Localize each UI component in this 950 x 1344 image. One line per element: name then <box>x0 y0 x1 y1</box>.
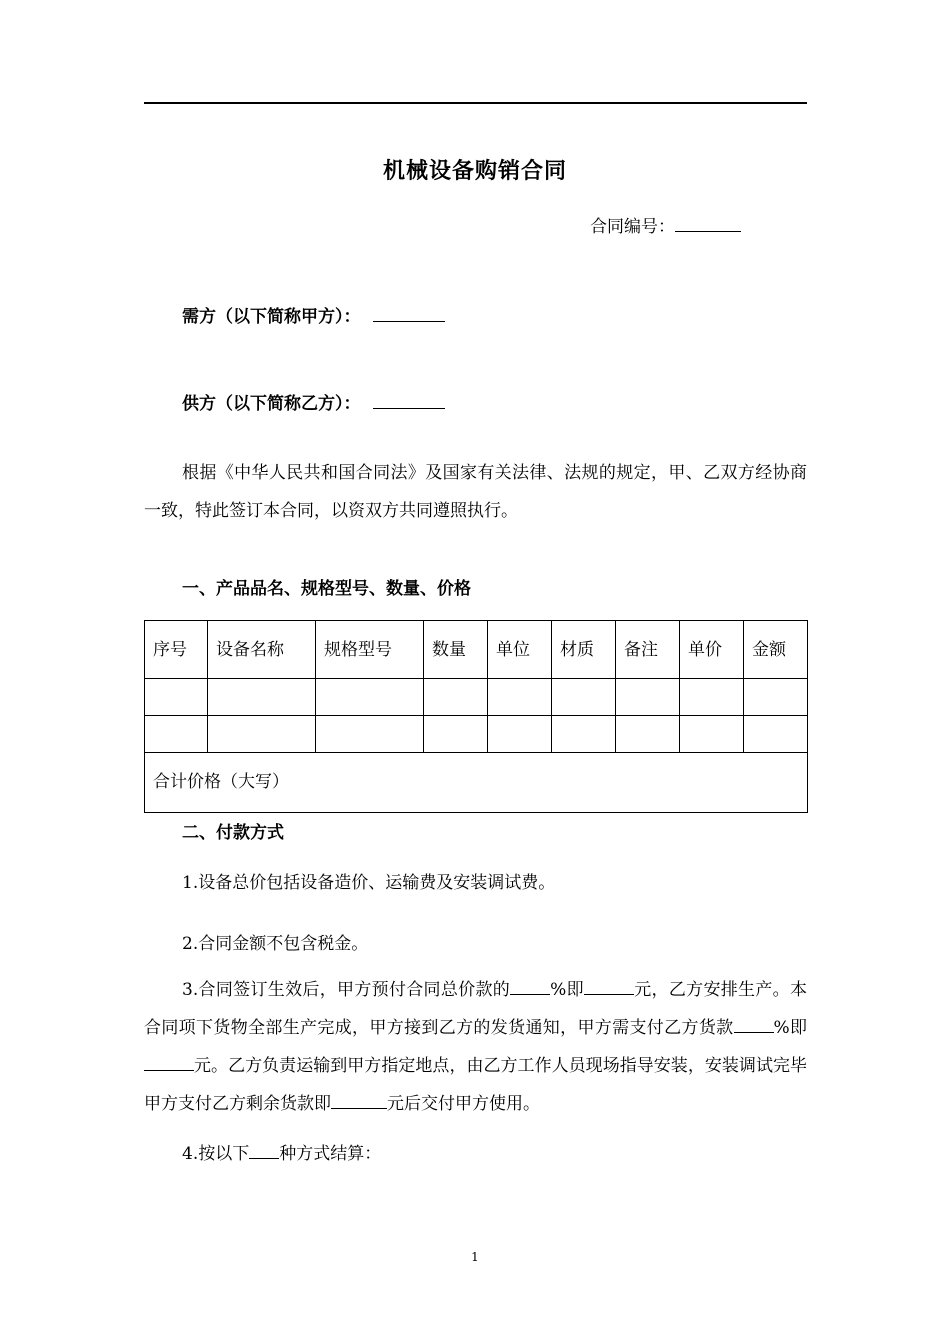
item-3-text-d: %即 <box>773 1018 808 1038</box>
table-cell <box>488 716 552 753</box>
item-3-text-c: 元，乙方安排生产。本合同项下货物全部生产完成，甲方接到乙方的发货通知，甲方需支付乙方货款 <box>144 980 807 1038</box>
table-cell <box>316 679 424 716</box>
intro-paragraph: 根据《中华人民共和国合同法》及国家有关法律、法规的规定，甲、乙双方经协商一致，特此签订本合同，以资双方共同遵照执行。 <box>144 463 807 521</box>
buyer-line <box>182 302 445 327</box>
table-total-row <box>145 753 808 813</box>
table-cell <box>616 716 680 753</box>
section-2-title <box>182 818 284 843</box>
table-cell <box>744 679 808 716</box>
contract-number-blank <box>675 215 741 232</box>
table-row <box>145 679 808 716</box>
item-3-text-a: 3.合同签订生效后，甲方预付合同总价款的 <box>182 980 511 1000</box>
payment-item-3 <box>144 971 807 1123</box>
amount-blank <box>331 1092 387 1109</box>
item-number: 4. <box>182 1144 199 1164</box>
table-header-row <box>145 621 808 679</box>
amount-blank <box>144 1054 194 1071</box>
payment-item-1 <box>182 868 555 893</box>
table-header-cell: 单位 <box>488 621 552 679</box>
product-table <box>144 620 808 813</box>
item-4-text-a: 按以下 <box>198 1144 250 1164</box>
table-cell <box>488 679 552 716</box>
table-row <box>145 716 808 753</box>
table-header-cell: 金额 <box>744 621 808 679</box>
table-cell <box>680 716 744 753</box>
section-1-title: 一、产品品名、规格型号、数量、价格 <box>182 579 471 599</box>
seller-label: 供方（以下简称乙方）： <box>182 394 361 414</box>
table-cell <box>552 679 616 716</box>
contract-number <box>590 212 741 237</box>
payment-item-4 <box>182 1139 381 1164</box>
item-text: 设备总价包括设备造价、运输费及安装调试费。 <box>198 873 556 893</box>
table-header-cell: 备注 <box>616 621 680 679</box>
document-title: 机械设备购销合同 <box>382 159 567 184</box>
contract-number-label: 合同编号： <box>590 217 675 237</box>
table-cell <box>424 716 488 753</box>
section-2-title-text: 二、付款方式 <box>182 823 284 843</box>
method-blank <box>249 1142 279 1159</box>
page-number: 1 <box>471 1250 479 1264</box>
item-text: 合同金额不包含税金。 <box>198 934 369 954</box>
buyer-label: 需方（以下简称甲方）： <box>182 307 361 327</box>
item-3-text-f: 元后交付甲方使用。 <box>387 1094 540 1114</box>
item-4-text-b: 种方式结算： <box>279 1144 382 1164</box>
item-number: 1. <box>182 873 199 893</box>
table-header-cell: 单价 <box>680 621 744 679</box>
table-cell <box>145 716 208 753</box>
seller-blank <box>373 392 445 409</box>
table-header-cell: 序号 <box>145 621 208 679</box>
item-number: 2. <box>182 934 199 954</box>
table-header-cell: 材质 <box>552 621 616 679</box>
table-cell <box>316 716 424 753</box>
table-header-cell: 数量 <box>424 621 488 679</box>
table-cell <box>208 679 316 716</box>
percent-blank <box>510 978 550 995</box>
table-cell <box>208 716 316 753</box>
table-cell <box>680 679 744 716</box>
table-cell <box>424 679 488 716</box>
total-price-label: 合计价格（大写） <box>145 753 808 813</box>
item-3-text-e: 元。乙方负责运输到甲方指定地点，由乙方工作人员现场指导安装，安装调试完毕甲方支付乙方剩余货款即 <box>144 1056 807 1114</box>
seller-line <box>182 389 445 414</box>
percent-blank <box>734 1016 774 1033</box>
table-header-cell: 设备名称 <box>208 621 316 679</box>
table-cell <box>744 716 808 753</box>
header-rule <box>144 102 807 104</box>
amount-blank <box>584 978 634 995</box>
table-cell <box>552 716 616 753</box>
item-3-text-b: %即 <box>550 980 584 1000</box>
table-cell <box>616 679 680 716</box>
table-header-cell: 规格型号 <box>316 621 424 679</box>
buyer-blank <box>373 305 445 322</box>
payment-item-2 <box>182 929 368 954</box>
table-cell <box>145 679 208 716</box>
